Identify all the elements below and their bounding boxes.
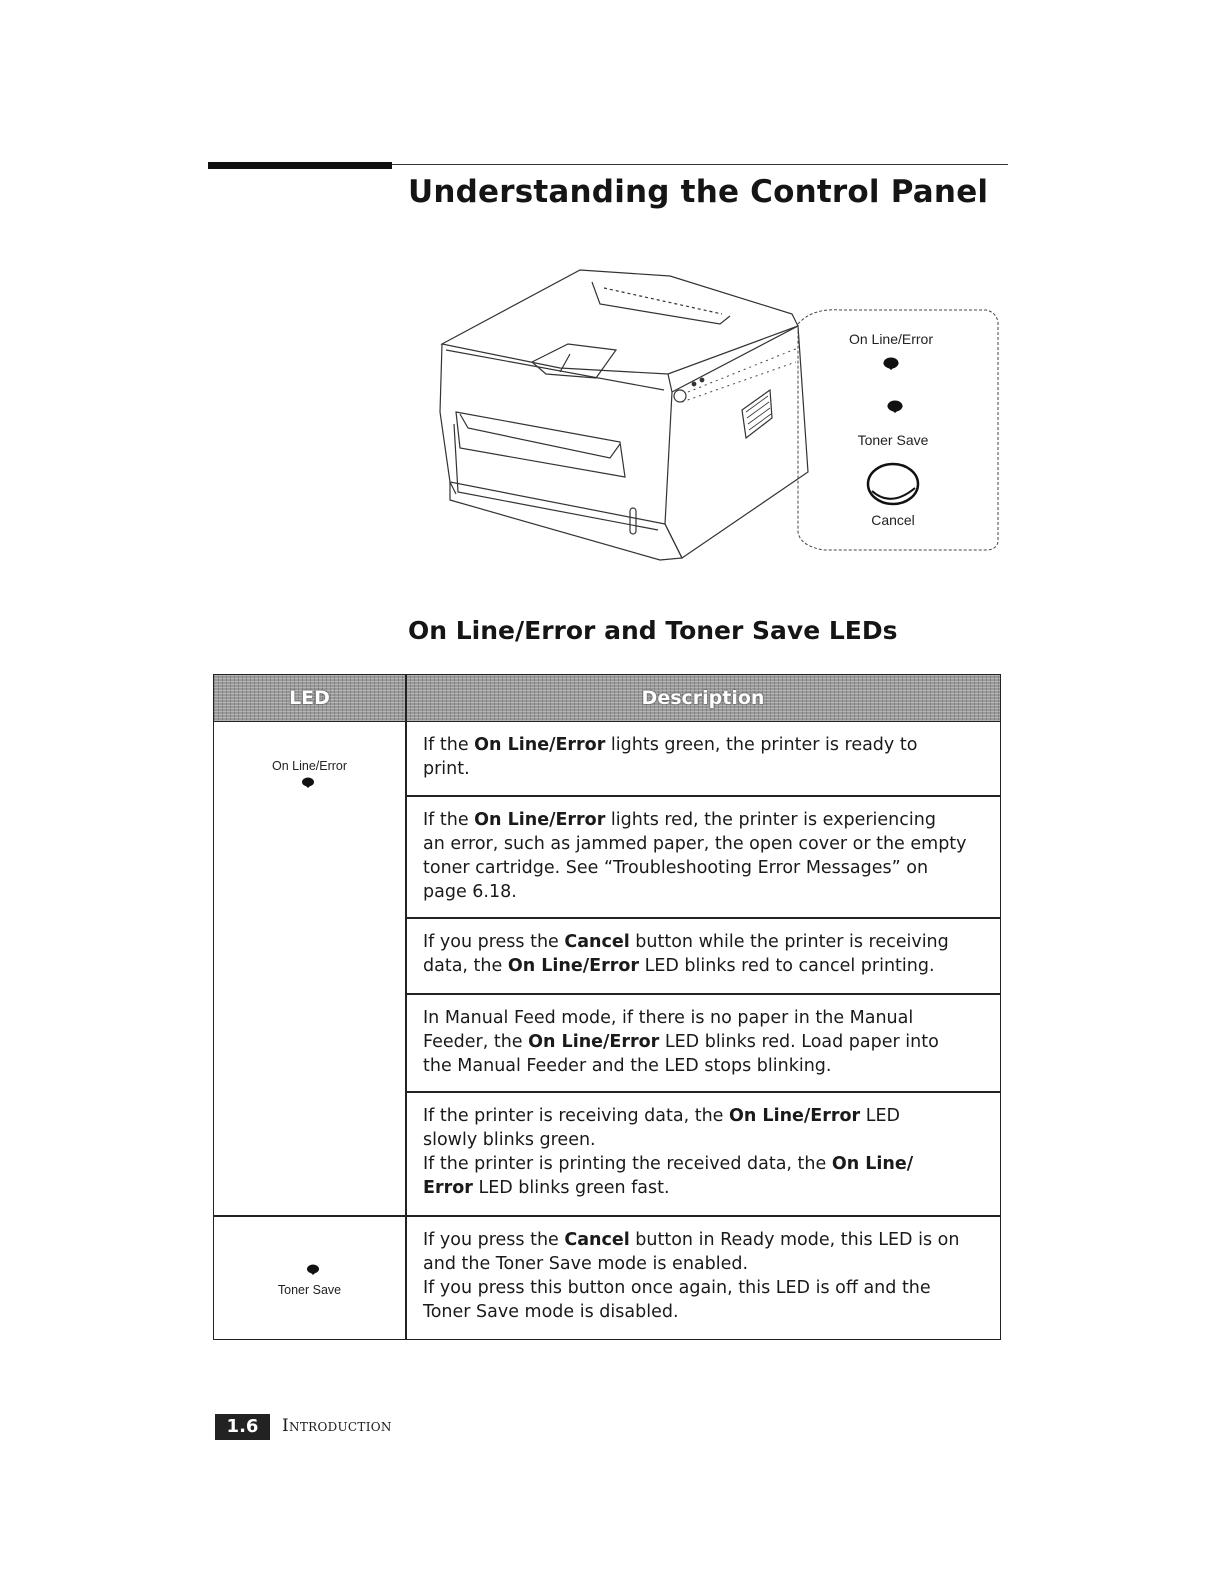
- header-rule-thin: [392, 164, 1008, 165]
- bold-term: Error: [423, 1178, 473, 1198]
- row-divider: [406, 1091, 1000, 1093]
- bold-term: On Line/Error: [507, 956, 639, 976]
- section-name: Introduction: [282, 1416, 392, 1436]
- led-label-toner-save: Toner Save: [277, 1283, 342, 1297]
- bold-term: On Line/: [831, 1154, 914, 1174]
- header-led: LED: [289, 687, 330, 709]
- led-label-online-error: On Line/Error: [271, 759, 348, 773]
- row-divider: [406, 917, 1000, 919]
- printer-illustration: [420, 262, 1010, 580]
- group-divider: [214, 1215, 1000, 1217]
- section-subtitle: On Line/Error and Toner Save LEDs: [408, 616, 898, 645]
- header-description: Description: [641, 687, 765, 709]
- description-cell: If the printer is receiving data, the On Line/Error LED slowly blinks green. If the printer is printing the received data, the On Line/ Error LED blinks green fast.: [423, 1106, 914, 1198]
- header-rule-thick: [208, 162, 392, 169]
- column-divider: [405, 675, 407, 1339]
- control-panel-callout: [798, 310, 998, 550]
- bold-term: On Line/Error: [474, 810, 606, 830]
- panel-label-toner-save: Toner Save: [857, 432, 929, 448]
- toner-save-led-icon: [887, 401, 903, 414]
- bold-term: On Line/Error: [729, 1106, 861, 1126]
- row-divider: [406, 993, 1000, 995]
- page-number: 1.6: [215, 1414, 270, 1440]
- online-error-led-icon: [300, 776, 316, 792]
- bold-term: On Line/Error: [528, 1032, 660, 1052]
- page-title: Understanding the Control Panel: [408, 174, 989, 210]
- panel-label-online-error: On Line/Error: [848, 331, 934, 347]
- description-cell: If you press the Cancel button while the printer is receiving data, the On Line/Error LED blinks red to cancel printing.: [423, 932, 949, 976]
- online-error-led-icon: [883, 358, 899, 371]
- bold-term: Cancel: [564, 932, 630, 952]
- printer-body-icon: [440, 270, 808, 560]
- description-cell: If the On Line/Error lights green, the printer is ready to print.: [423, 735, 918, 779]
- description-cell: If the On Line/Error lights red, the printer is experiencing an error, such as jammed paper, the open cover or the empty toner cartridge. See “Troubleshooting Error Messages” on page 6.18.: [423, 810, 967, 902]
- panel-label-cancel: Cancel: [871, 512, 915, 528]
- cancel-button-icon: [868, 464, 918, 504]
- bold-term: On Line/Error: [474, 735, 606, 755]
- led-table: [213, 674, 1001, 1340]
- bold-term: Cancel: [564, 1230, 630, 1250]
- description-cell: In Manual Feed mode, if there is no paper in the Manual Feeder, the On Line/Error LED blinks red. Load paper into the Manual Feeder and the LED stops blinking.: [423, 1008, 939, 1076]
- toner-save-led-icon: [305, 1263, 321, 1279]
- row-divider: [406, 795, 1000, 797]
- description-cell: If you press the Cancel button in Ready mode, this LED is on and the Toner Save mode is enabled. If you press this button once again, this LED is off and the Toner Save mode is disabled.: [423, 1230, 960, 1322]
